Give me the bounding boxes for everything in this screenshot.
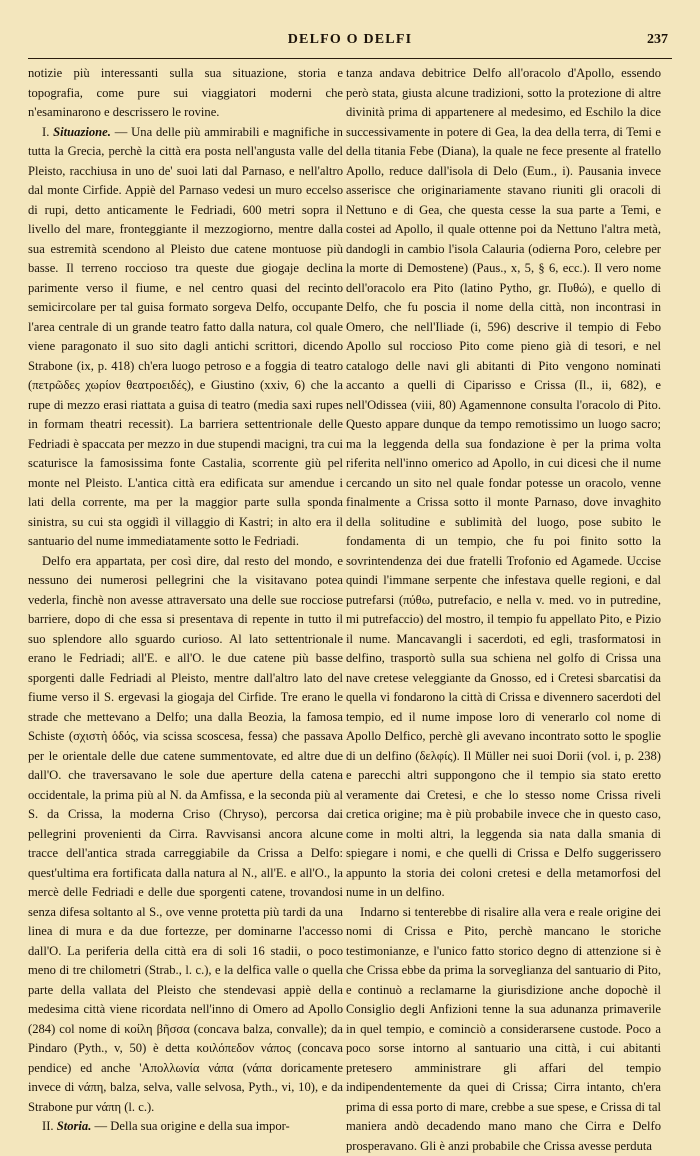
paragraph-continuation: notizie più interessanti sulla sua situazione, storia e topografia, come pure sui viaggiatori moderni che n'esaminarono e descrissero le rovine. bbox=[28, 64, 343, 123]
paragraph-storia bbox=[28, 1117, 343, 1137]
paragraph-continuation: tanza andava debitrice Delfo all'oracolo d'Apollo, essendo però stata, giusta alcune tradizioni, sotto la protezione di altre divinità prima di appartenere al medesimo, ed Eschilo la dice successivamente in potere di Gea, la dea della terra, di Temi e della titania Febe (Diana), la quale ne fece presente al fratello Apollo, reduce dall'isola di Delo (Eum., i). Pausania invece asserisce che originariamente stavano riuniti gli oracoli di Nettuno e di Gea, che questa cesse la sua parte a Temi, e costei ad Apollo, il quale ottenne poi da Nettuno l'altra metà, dandogli in cambio l'isola Calauria (odierna Poro, celebre per la morte di Demostene) (Paus., x, 5, § 6, ecc.). Il vero nome dell'oracolo era Pito (latino Pytho, gr. Πυθώ), e quello di Delfo, che fu poscia il nome della città, non incontrasi in Omero, che nell'Iliade (i, 596) descrive il tempio di Febo Apollo sul roccioso Pito come pieno già di tesori, e nel catalogo delle navi gli abitanti di Pito vengono nominati accanto a quelli di Ciparisso e Crissa (Il., ii, 682), e nell'Odissea (viii, 80) Agamennone consulta l'oracolo di Pito. Questo appare dunque da tempo remotissimo un luogo sacro; ma la leggenda della sua fondazione è per la prima volta riferita nell'inno omerico ad Apollo, in cui dicesi che il nume cercando un sito nel quale fondar potesse un oracolo, venne finalmente a Crissa sotto il monte Parnaso, dove invaghito della solitudine e sublimità del luogo, pose subito le fondamenta di un tempio, che fu poi finito sotto la sovrintendenza dei due fratelli Trofonio ed Agamede. Uccise quindi l'immane serpente che infestava quelle regioni, e dal putrefarsi (πύθω, putrefacio, e nella v. med. vo in putredine, mi putrefaccio) del mostro, il tempio fu appellato Pito, e Pizio il nume. Mancavangli i sacerdoti, ed egli, trasformatosi in delfino, trasportò sulla sua schiena nel golfo di Crissa una nave cretese veleggiante da Gnosso, ed i Cretesi sbarcatisi da quella vi fondarono la città di Crissa e divennero sacerdoti del tempio, ed il nume impose loro di venerarlo col nome di Apollo Delfico, perchè gli avevano incontrato sotto le spoglie di un delfino (δελφίς). Il Müller nei suoi Dorii (vol. i, p. 238) e parecchi altri suppongono che il tempio sia stato eretto veramente dai Cretesi, e che lo stesso nome Crissa riveli cretica origine; ma è più probabile invece che in questo caso, come in molti altri, la leggenda sia nata dalla smania di spiegare i nomi, e che quelli di Crissa e Delfo suggerissero appunto la storia dei coloni cretesi e della metamorfosi del nume in un delfino. bbox=[346, 64, 661, 903]
paragraph-body: Indarno si tenterebbe di risalire alla vera e reale origine dei nomi di Crissa e Pito, perchè mancano le storiche testimonianze, e l'unico fatto storico degno di attenzione si è che Crissa ebbe da prima la sorveglianza del santuario di Pito, e continuò a reclamarne la giurisdizione anche dopochè il Consiglio degli Anfizioni tenne la sua adunanza primaverile in quel tempio, e cominciò a considerarsene custode. Poco a poco sorse intorno al santuario una città, i cui abitanti pretesero amministrare gli affari del tempio indipendentemente da quei di Crissa; Cirra intanto, ch'era prima di essa porto di mare, crebbe a sue spese, e Crissa di tal maniera andò decadendo mano mano che Cirra e Delfo prosperavano. Gli è anzi probabile che Crissa avesse perduta bbox=[346, 903, 661, 1156]
section-heading-situazione: Situazione. bbox=[53, 125, 111, 139]
right-column bbox=[346, 64, 661, 1156]
page-header bbox=[28, 30, 672, 59]
section-heading-storia: Storia. bbox=[57, 1119, 92, 1133]
left-column bbox=[28, 64, 343, 1137]
paragraph-body: Delfo era appartata, per così dire, dal resto del mondo, e nessuno dei numerosi pellegrini che la visitavano potea vederla, finchè non avesse attraversato una delle sue rocciose barriere, dopo di che essa si presentava di repente in tutto il suo splendore allo sguardo curioso. Al lato settentrionale erano le Fedriadi; all'E. e all'O. le due catene più basse sporgenti dalle Fedriadi al Pleisto, mentre dall'altro lato del fiume verso il S. ergevasi la giogaja del Cirfide. Tre erano le strade che mettevano a Delfo; una dalla Beozia, la famosa Schiste (σχιστὴ ὁδός, via scissa scoscesa, fessa) che passava per le orientale delle due catene summentovate, ed altre due dall'O. che traversavano le sole due aperture della catena occidentale, la prima più al N. da Amfissa, e la seconda più al S. da Crissa, la moderna Criso (Chryso), percorsa dai pellegrini provenienti da Cirra. Ravvisansi ancora alcune tracce dell'antica strada carreggiabile da Crissa a Delfo: quest'ultima era fortificata dalla natura al N., all'E. e all'O., la mercè delle Fedriadi e delle due sporgenti catene, trovandosi senza difesa soltanto al S., ove venne protetta più tardi da una linea di mura e da due fortezze, per dominarne l'accesso dall'O. La periferia della città era di soli 16 stadii, o poco meno di tre chilometri (Strab., l. c.), e la delfica valle o quella parte della vallata del Pleisto che stendevasi appiè della medesima città viene ricordata nell'inno di Omero ad Apollo (284) col nome di κοίλη βῆσσα (concava balza, convalle); da Pindaro (Pyth., v, 50) è detta κοιλόπεδον νάπος (concava pendice) ed anche 'Απολλωνία νάπα (νάπα doricamente invece di νάπη, balza, selva, valle selvosa, Pyth., vi, 10), e da Strabone pur νάπη (l. c.). bbox=[28, 552, 343, 1118]
paragraph-text: — Una delle più ammirabili e magnifiche in tutta la Grecia, perchè la città era posta nell'angusta valle del Pleisto, racchiusa in uno de' suoi lati dal Parnaso, e nell'altro dal monte Cirfide. Appiè del Parnaso vedesi un muro eccelso di rupi, detto anticamente le Fedriadi, 600 metri sopra il livello del mare, fronteggiante il mezzogiorno, mentre dalla sua estremità scendono al Pleisto due catene montuose più basse. Il terreno roccioso tra queste due giogaje declina parimente verso il fiume, e nel centro quasi del recinto semicircolare per tal guisa formato sorgeva Delfo, occupante l'area centrale di un grande teatro fatto dalla natura, col quale viene paragonato il suo sito dagli antichi scrittori, dicendo Strabone (ix, p. 418) ch'era luogo petroso e a foggia di teatro (πετρῶδες χωρίον θεατροειδές), e Giustino (xxiv, 6) che la rupe di mezzo erasi riattata a guisa di teatro (media saxi rupes in formam theatri recessit). La barriera settentrionale delle Fedriadi è spaccata per mezzo in due stupendi macigni, tra cui scaturisce la famosissima fonte Castalia, scorrente giù pel monte nel Pleisto. L'antica città era edificata sur amendue i lati della corrente, ma per la maggior parte sulla sponda sinistra, su cui sta oggidì il villaggio di Kastri; in alto era il santuario del nume immediatamente sotto le Fedriadi. bbox=[28, 125, 343, 549]
paragraph-text: — Della sua origine e della sua impor- bbox=[95, 1119, 290, 1133]
paragraph-situazione bbox=[28, 123, 343, 552]
section-number: II. bbox=[42, 1119, 54, 1133]
section-number: I. bbox=[42, 125, 49, 139]
page-number: 237 bbox=[647, 32, 668, 48]
running-title: DELFO O DELFI bbox=[28, 32, 672, 48]
